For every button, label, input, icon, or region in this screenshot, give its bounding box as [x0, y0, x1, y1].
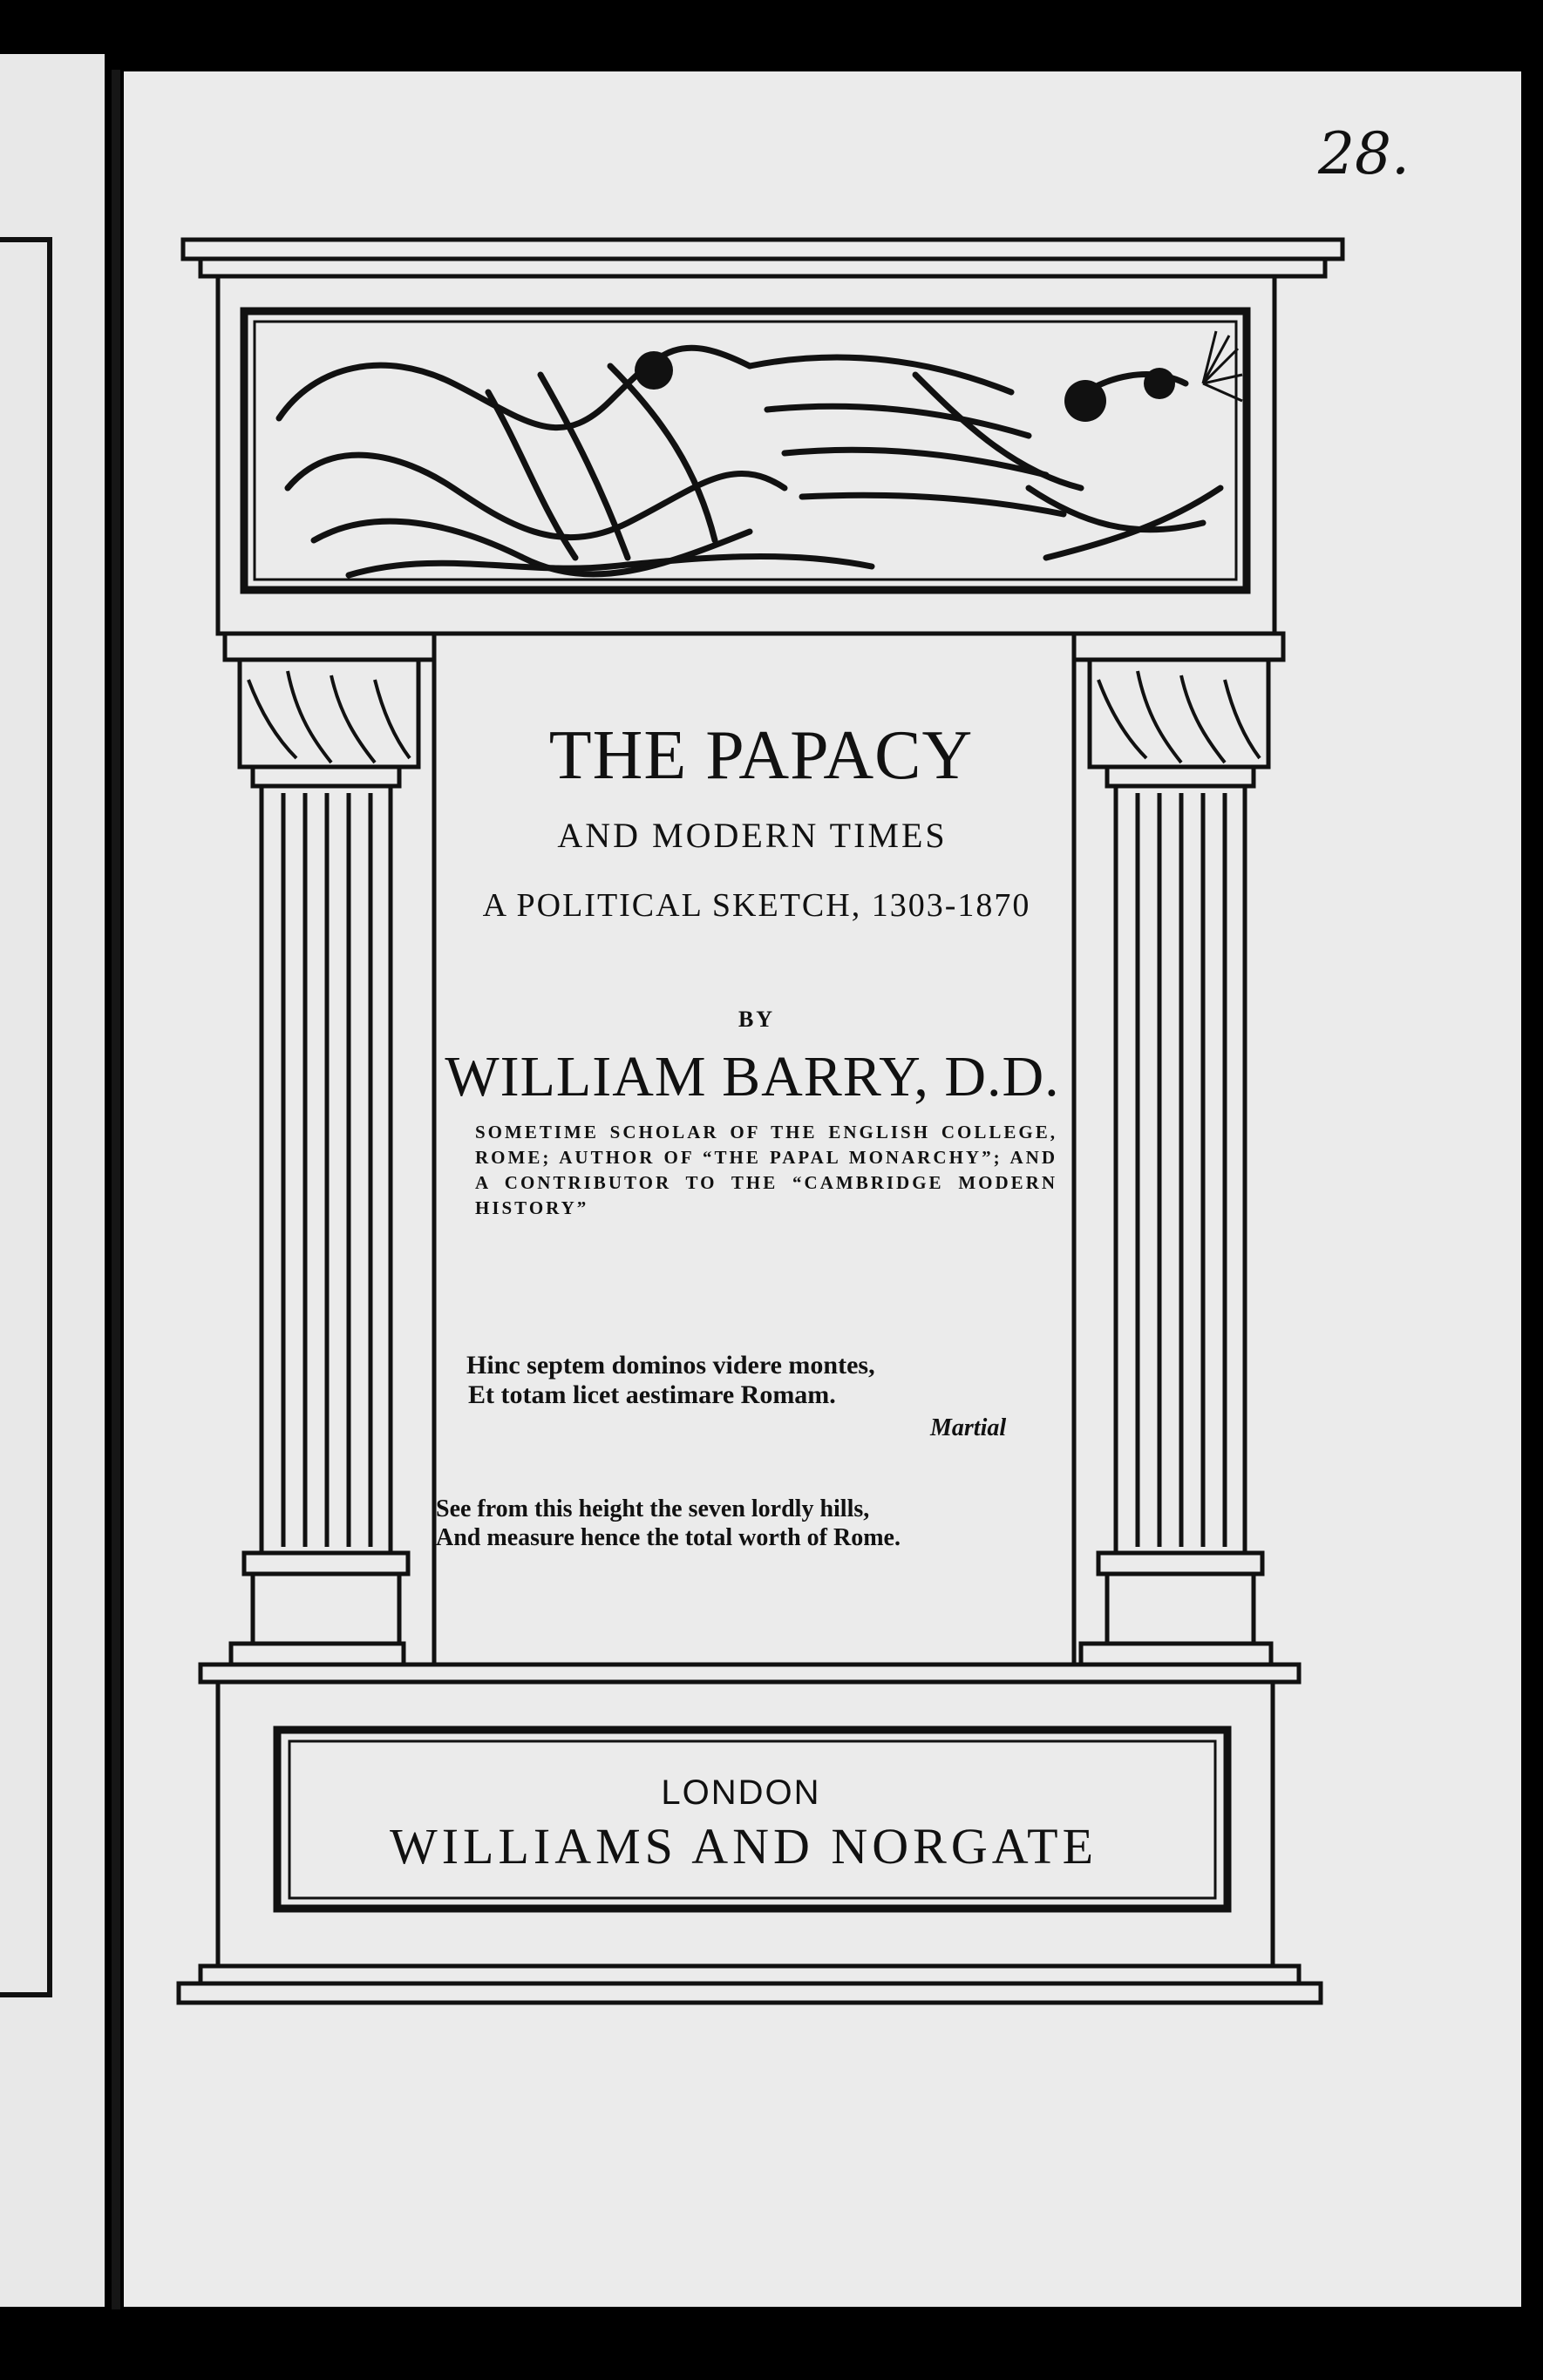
epigraph-attribution: Martial [930, 1414, 1007, 1441]
left-column [225, 634, 434, 1665]
author-name: WILLIAM BARRY, D.D. [445, 1045, 1060, 1109]
book-description: A POLITICAL SKETCH, 1303-1870 [482, 887, 1031, 924]
translation-line-1: See from this height the seven lordly hills, [436, 1495, 870, 1522]
latin-epigraph [466, 1351, 875, 1410]
epigraph-line-2: Et totam licet aestimare Romam. [468, 1380, 836, 1409]
translation-line-2: And measure hence the total worth of Rome. [436, 1524, 901, 1551]
epigraph-translation [436, 1495, 901, 1552]
frieze-panel [244, 311, 1247, 590]
cornice-lower [201, 259, 1325, 276]
right-column [1074, 634, 1283, 1665]
by-line: BY [738, 1007, 776, 1032]
epigraph-line-1: Hinc septem dominos videre montes, [466, 1351, 875, 1380]
handwritten-shelfmark: 28. [1318, 120, 1410, 187]
publication-place: LONDON [661, 1773, 821, 1812]
book-subtitle: AND MODERN TIMES [557, 816, 948, 855]
publisher-name: WILLIAMS AND NORGATE [389, 1818, 1098, 1875]
cornice [183, 240, 1342, 259]
author-credentials: SOMETIME SCHOLAR OF THE ENGLISH COLLEGE, ROME; AUTHOR OF “THE PAPAL MONARCHY”; AND A CONTRIBUTOR TO THE “CAMBRIDGE MODERN HISTORY” [475, 1122, 1057, 1218]
book-title: THE PAPACY [548, 717, 974, 794]
